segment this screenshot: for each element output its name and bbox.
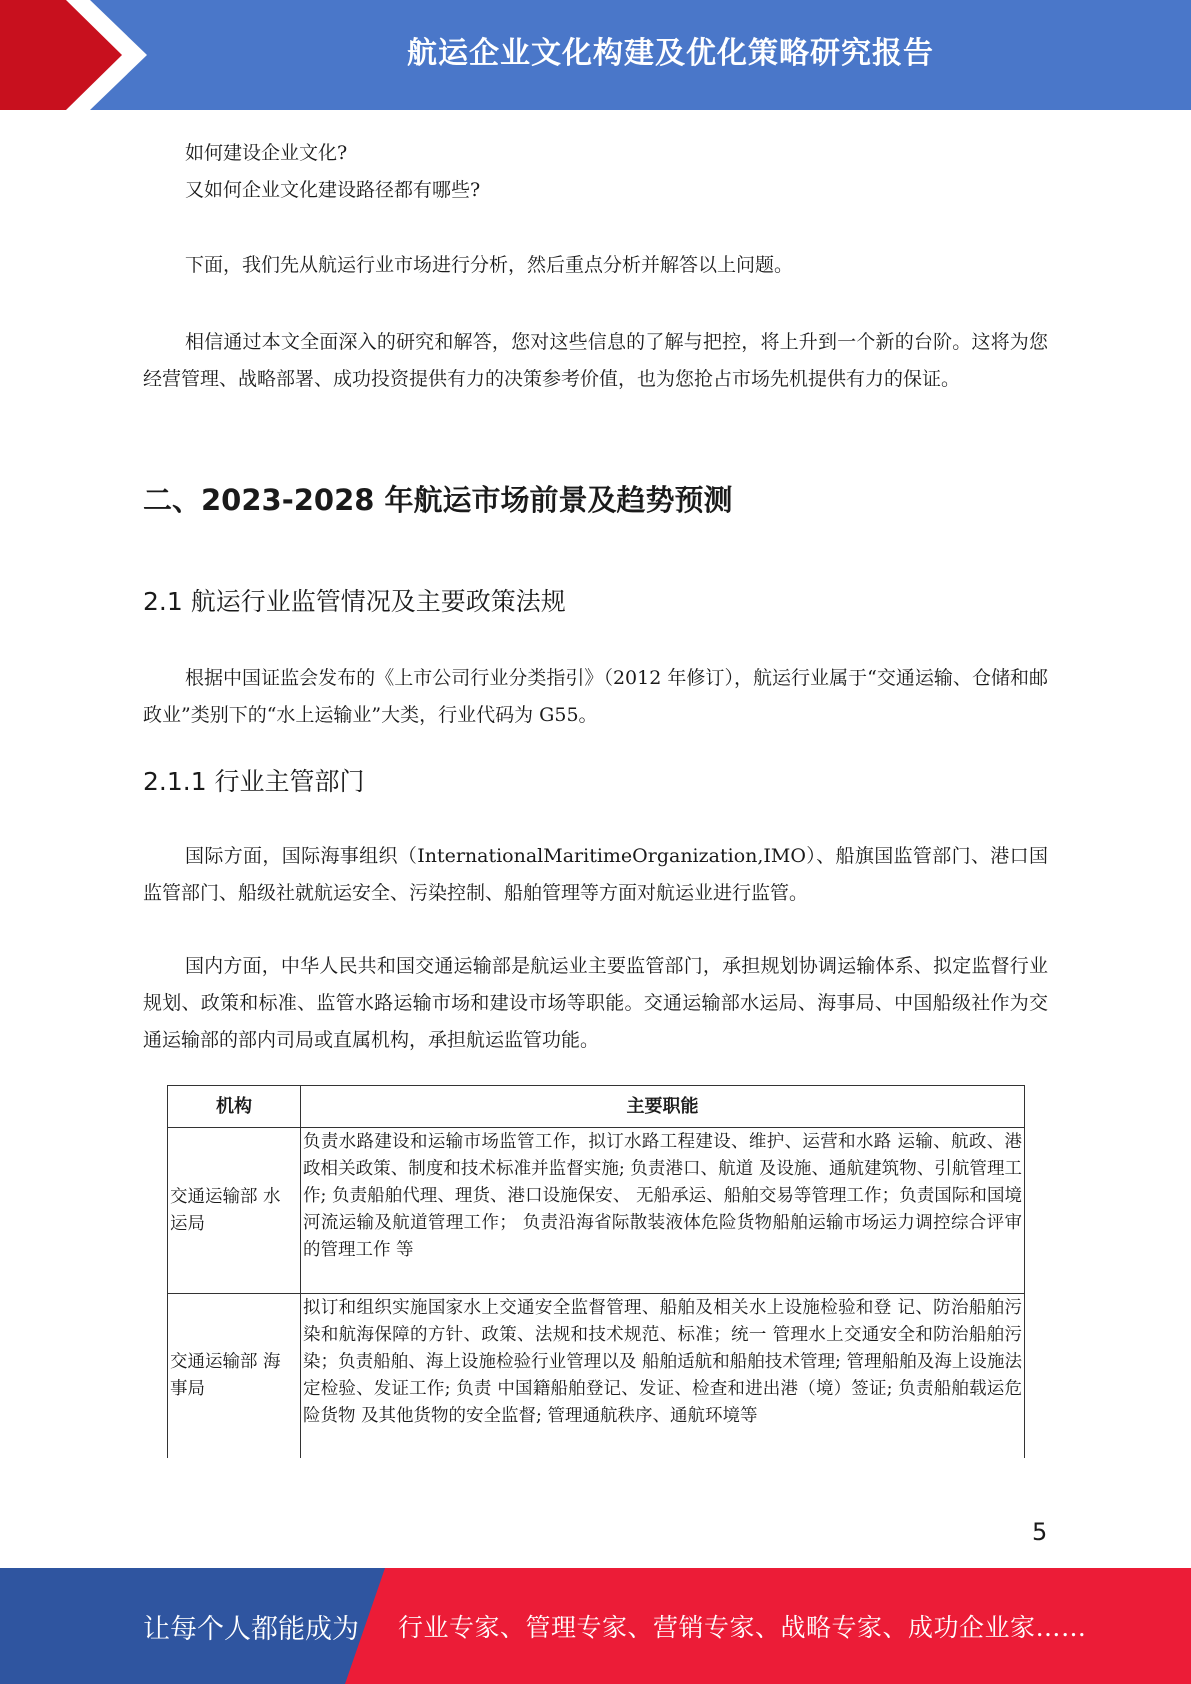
table-cell-duty: 拟订和组织实施国家水上交通安全监督管理、船舶及相关水上设施检验和登 记、防治船舶污染和航海保障的方针、政策、法规和技术规范、标准；统一 管理水上交通安全和防治船舶污染；负责船舶、海上设施检验行业管理以及 船舶适航和船舶技术管理; 管理船舶及海上设施法定检验、发证工作; 负责 中国籍船舶登记、发证、检查和进出港（境）签证; 负责船舶载运危险货物 及其他货物的安全监督; 管理通航秩序、通航环境等	[301, 1294, 1025, 1459]
classification-paragraph: 根据中国证监会发布的《上市公司行业分类指引》（2012 年修订），航运行业属于“交通运输、仓储和邮政业”类别下的“水上运输业”大类，行业代码为 G55。	[143, 667, 1048, 726]
value-paragraph: 相信通过本文全面深入的研究和解答，您对这些信息的了解与把控，将上升到一个新的台阶。这将为您经营管理、战略部署、成功投资提供有力的决策参考价值，也为您抢占市场先机提供有力的保证。	[143, 331, 1048, 390]
header-arrow-graphic	[0, 0, 160, 110]
table-cell-org: 交通运输部 水运局	[168, 1128, 301, 1294]
table-header-duty: 主要职能	[301, 1086, 1025, 1128]
table-header-org: 机构	[168, 1086, 301, 1128]
subsection-heading-2-1: 2.1 航运行业监管情况及主要政策法规	[143, 587, 566, 616]
table-row	[168, 1128, 1025, 1294]
report-title: 航运企业文化构建及优化策略研究报告	[407, 36, 934, 71]
table-row	[168, 1294, 1025, 1459]
section-heading: 二、2023-2028 年航运市场前景及趋势预测	[143, 483, 733, 517]
table-cell-duty: 负责水路建设和运输市场监管工作，拟订水路工程建设、维护、运营和水路 运输、航政、港政相关政策、制度和技术标准并监督实施; 负责港口、航道 及设施、通航建筑物、引航管理工作; 负责船舶代理、理货、港口设施保安、 无船承运、船舶交易等管理工作；负责国际和国境河流运输及航道管理工作； 负责沿海省际散装液体危险货物船舶运输市场运力调控综合评审的管理工作 等	[301, 1128, 1025, 1294]
regulators-table	[167, 1085, 1025, 1458]
page-footer	[0, 1568, 1191, 1684]
page-number: 5	[1032, 1518, 1048, 1546]
domestic-paragraph: 国内方面，中华人民共和国交通运输部是航运业主要监管部门，承担规划协调运输体系、拟定监督行业规划、政策和标准、监管水路运输市场和建设市场等职能。交通运输部水运局、海事局、中国船级社作为交通运输部的部内司局或直属机构，承担航运监管功能。	[143, 955, 1048, 1051]
table-header-row	[168, 1086, 1025, 1128]
page-header	[0, 0, 1191, 110]
question-1: 如何建设企业文化?	[185, 142, 348, 164]
table-cell-org: 交通运输部 海事局	[168, 1294, 301, 1459]
footer-slogan-right: 行业专家、管理专家、营销专家、战略专家、成功企业家……	[398, 1613, 1087, 1642]
subsection-heading-2-1-1: 2.1.1 行业主管部门	[143, 767, 365, 796]
question-2: 又如何企业文化建设路径都有哪些?	[185, 179, 481, 201]
international-paragraph: 国际方面，国际海事组织（InternationalMaritimeOrganization,IMO）、船旗国监管部门、港口国监管部门、船级社就航运安全、污染控制、船舶管理等方面对航运业进行监管。	[143, 845, 1048, 904]
footer-slogan-left: 让每个人都能成为	[143, 1613, 359, 1645]
intro-paragraph: 下面，我们先从航运行业市场进行分析，然后重点分析并解答以上问题。	[185, 254, 794, 276]
